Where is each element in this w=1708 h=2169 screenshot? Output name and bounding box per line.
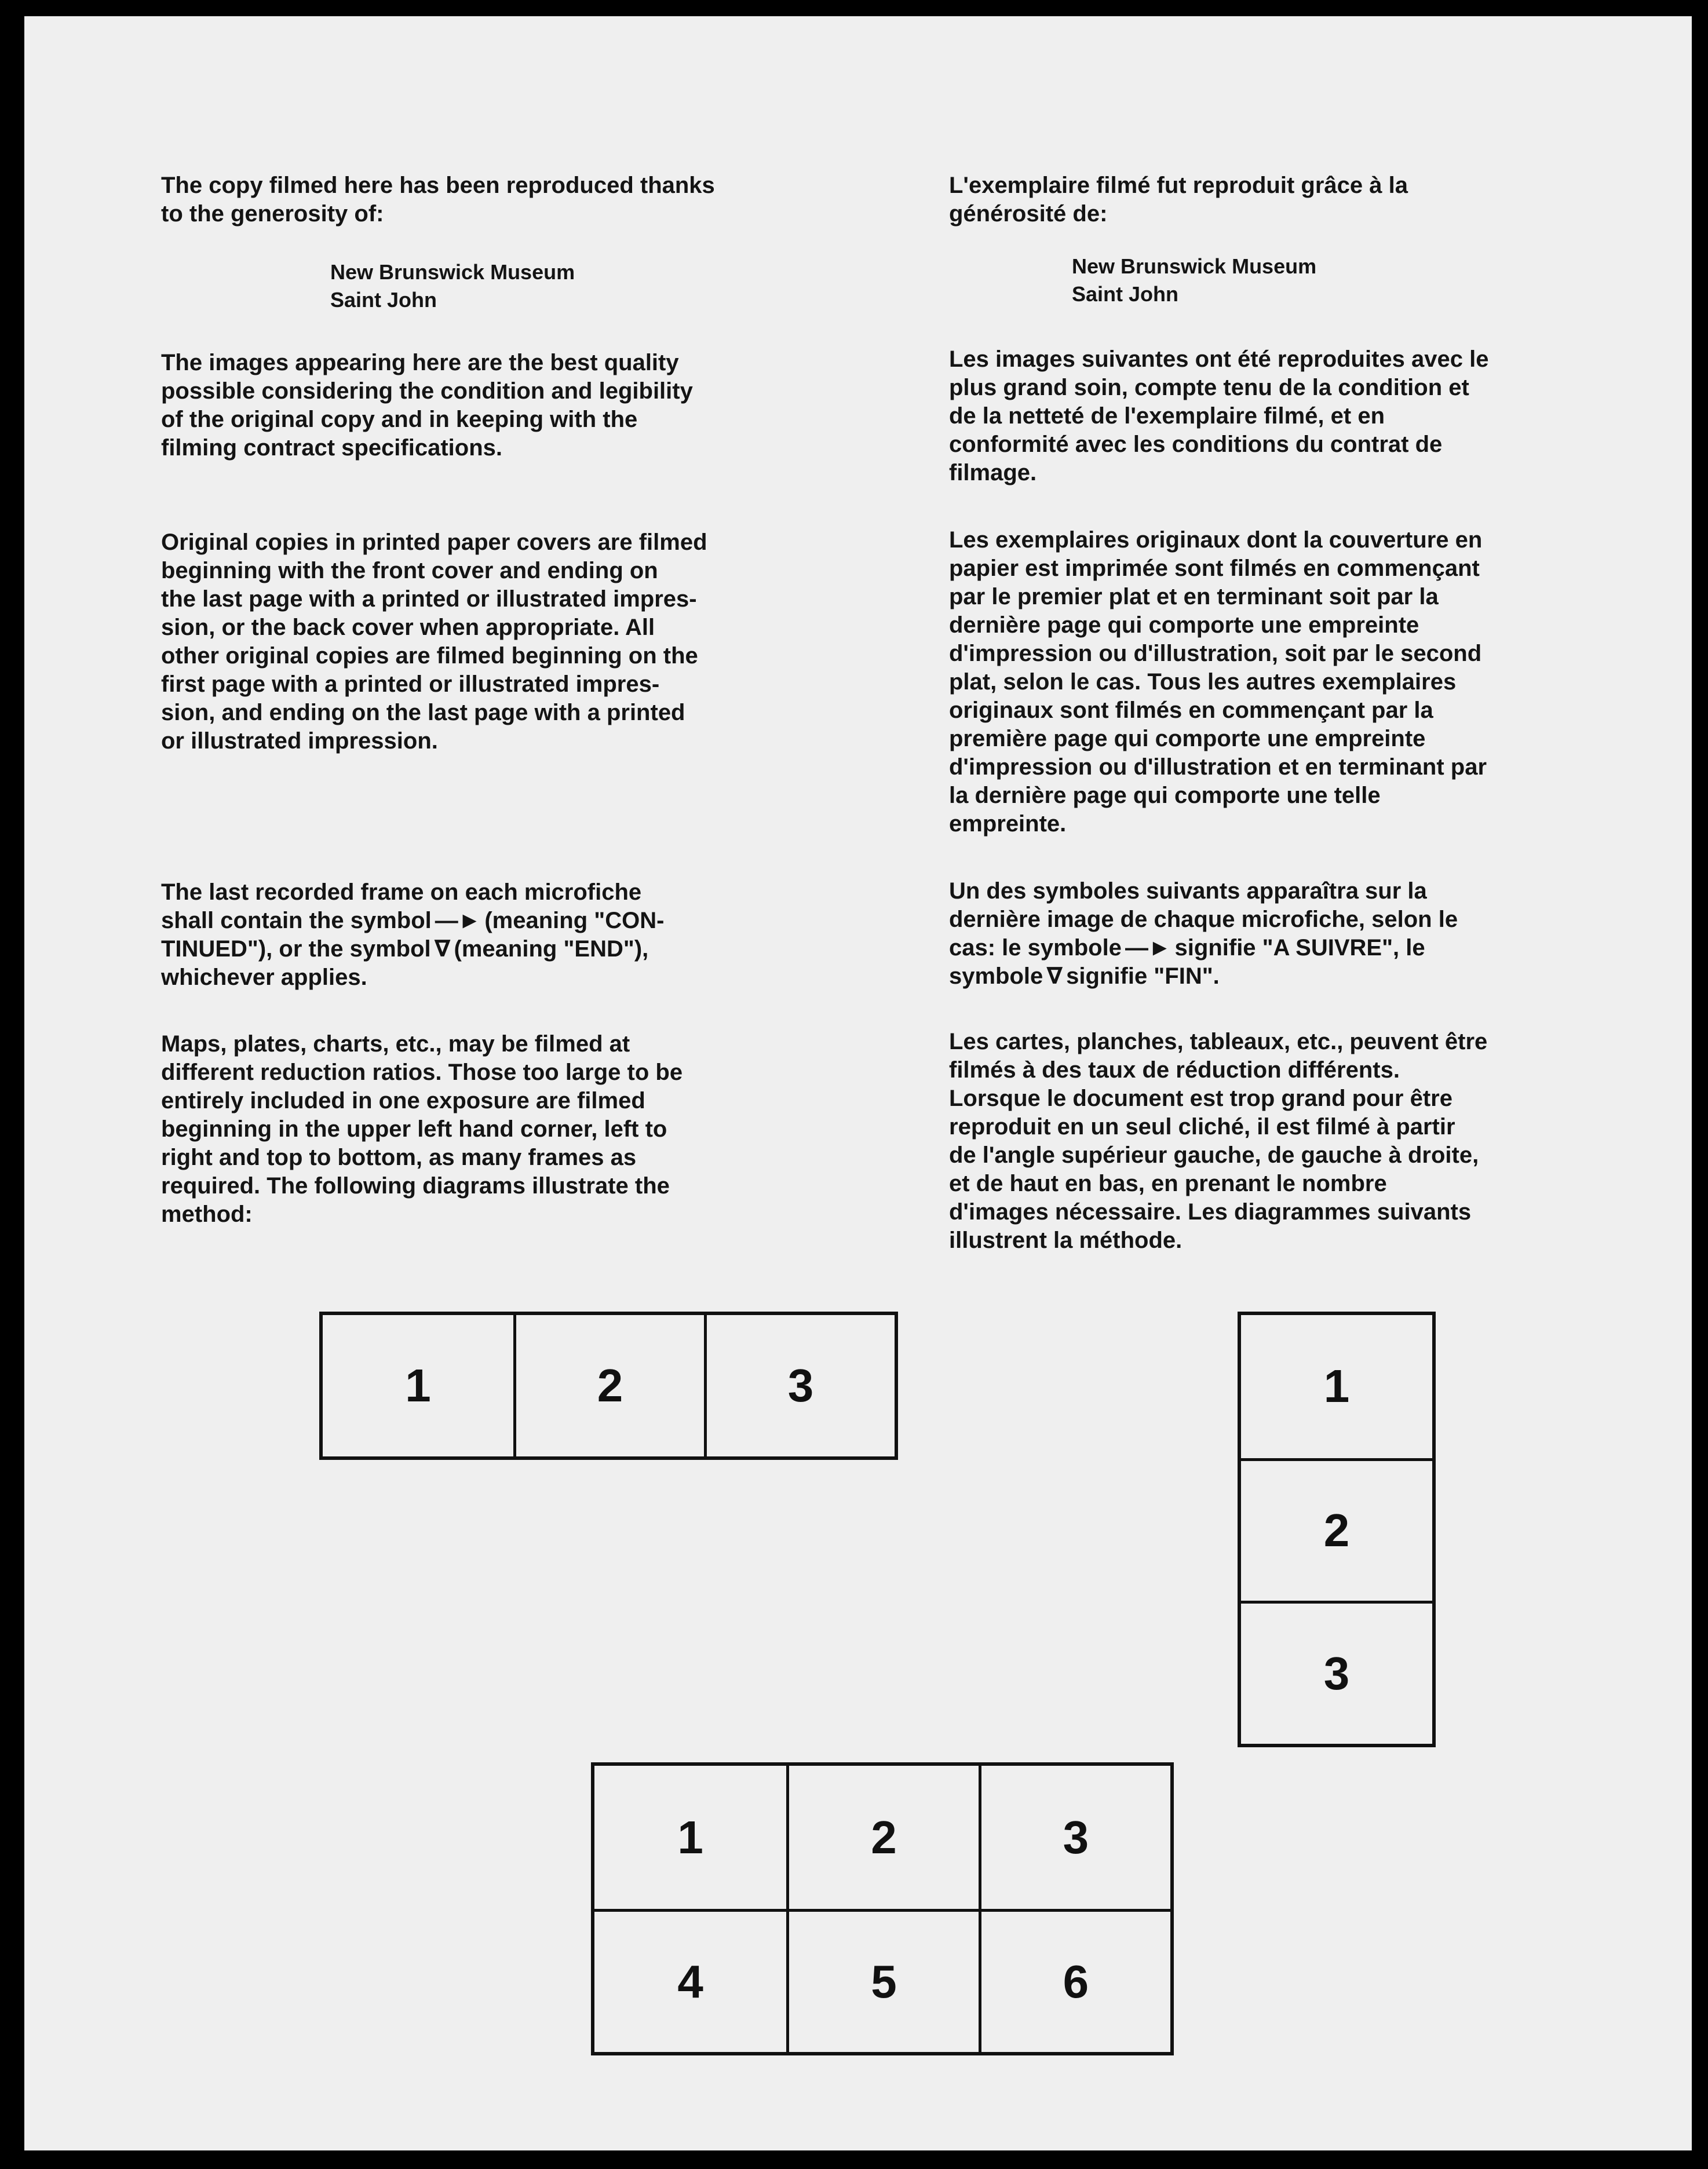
frame-cell: 5 [786, 1909, 978, 2052]
english-thanks: The copy filmed here has been reproduced thanks to the generosity of: [161, 173, 715, 227]
frame-cell: 2 [1241, 1458, 1432, 1601]
frame-cell: 1 [1323, 1360, 1350, 1412]
diagram-horizontal-frames [319, 1312, 898, 1460]
frame-cell: 2 [786, 1766, 978, 1909]
english-last-frame-text-3: (meaning "END"), whichever applies. [161, 936, 649, 990]
english-originals-notice: Original copies in printed paper covers are filmed beginning with the front cover and ending on the last page with a printed or illustrated impres- sion, or the back cover when appropriate. All other original copies are filmed beginning on the first page with a printed or illustrated impres- sion, and ending on the last page with a printed or illustrated impression. [161, 530, 707, 754]
english-last-frame-text-2: (meaning "CON- TINUED"), or the symbol [161, 908, 665, 962]
frame-cell: 3 [1241, 1601, 1432, 1744]
french-symbols-text-1: Un des symboles suivants apparaîtra sur la dernière image de chaque microfiche, selon le cas: le symbole [949, 878, 1458, 961]
french-symbols-text-3: signifie "FIN". [1066, 963, 1220, 989]
frame-cell: 3 [704, 1315, 895, 1456]
continued-arrow-icon: —► [435, 908, 481, 933]
french-quality-notice: Les images suivantes ont été reproduites avec le plus grand soin, compte tenu de la condition et de la netteté de l'exemplaire filmé, et en conformité avec les conditions du contrat de filmage. [949, 346, 1489, 485]
continued-arrow-icon: —► [1125, 935, 1171, 961]
frame-cell: 1 [677, 1811, 703, 1863]
frame-cell: 3 [979, 1766, 1170, 1909]
french-originals-notice: Les exemplaires originaux dont la couverture en papier est imprimée sont filmés en commençant par le premier plat et en terminant soit par la dernière page qui comporte une empreinte d'impression ou d'illustration, soit par le second plat, selon le cas. Tous les autres exemplaires originaux sont filmés en commençant par la première page qui comporte une empreinte d'impression ou d'illustration et en terminant par la dernière page qui comporte une telle empreinte. [949, 527, 1487, 837]
diagram-vertical-frames [1238, 1312, 1436, 1747]
frame-cell: 6 [979, 1909, 1170, 2052]
english-quality-notice: The images appearing here are the best quality possible considering the condition and legibility of the original copy and in keeping with the filming contract specifications. [161, 350, 693, 461]
french-symbols-notice [949, 877, 1633, 991]
diagram-grid-frames [591, 1762, 1174, 2055]
end-triangle-icon: ∇ [1046, 963, 1063, 989]
french-maps-notice: Les cartes, planches, tableaux, etc., peuvent être filmés à des taux de réduction différents. Lorsque le document est trop grand pour être reproduit en un seul cliché, il est filmé à partir de l'angle supérieur gauche, de gauche à droite, et de haut en bas, en prenant le nombre d'images nécessaire. Les diagrammes suivants illustrent la méthode. [949, 1029, 1488, 1253]
frame-cell: 2 [513, 1315, 704, 1456]
english-last-frame-notice [161, 878, 845, 992]
french-thanks: L'exemplaire filmé fut reproduit grâce à la générosité de: [949, 173, 1408, 227]
end-triangle-icon: ∇ [434, 936, 451, 962]
english-institution: New Brunswick Museum Saint John [330, 260, 575, 312]
french-institution: New Brunswick Museum Saint John [1072, 254, 1317, 306]
frame-cell: 1 [405, 1360, 431, 1411]
english-last-frame-text-1: The last recorded frame on each microfiche shall contain the symbol [161, 879, 642, 933]
frame-cell: 4 [594, 1909, 786, 2052]
english-maps-notice: Maps, plates, charts, etc., may be filmed at different reduction ratios. Those too large to be entirely included in one exposure are filmed beginning in the upper left hand corner, left to right and top to bottom, as many frames as required. The following diagrams illustrate the method: [161, 1031, 683, 1227]
page [24, 16, 1692, 2150]
french-symbols-text-2: signifie "A SUIVRE", le symbole [949, 935, 1425, 989]
